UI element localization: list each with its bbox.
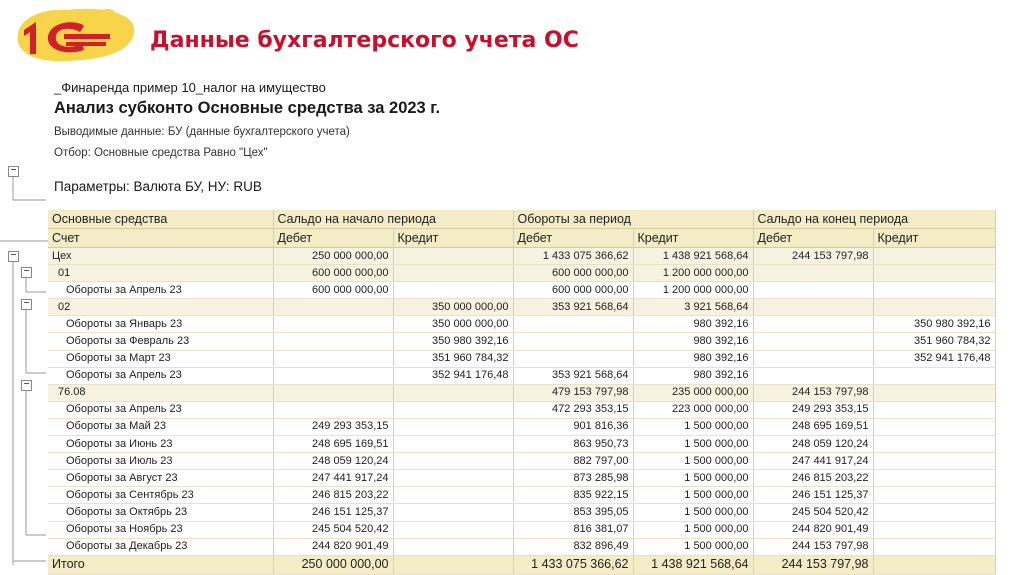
cell-value: [273, 333, 393, 350]
cell-value: [393, 538, 513, 555]
cell-value: [393, 248, 513, 265]
cell-value: 863 950,73: [513, 436, 633, 453]
cell-value: 980 392,16: [633, 316, 753, 333]
row-label: Итого: [48, 555, 273, 574]
col-header-debit: Дебет: [273, 229, 393, 248]
cell-value: 245 504 520,42: [753, 504, 873, 521]
cell-value: 247 441 917,24: [273, 470, 393, 487]
cell-value: 248 695 169,51: [273, 436, 393, 453]
table-row[interactable]: [48, 333, 995, 350]
cell-value: 350 000 000,00: [393, 316, 513, 333]
cell-value: 1 438 921 568,64: [633, 248, 753, 265]
cell-value: 853 395,05: [513, 504, 633, 521]
cell-value: 1 500 000,00: [633, 418, 753, 435]
cell-value: [273, 299, 393, 316]
table-row[interactable]: [48, 401, 995, 418]
cell-value: 1 433 075 366,62: [513, 555, 633, 574]
cell-value: 980 392,16: [633, 333, 753, 350]
cell-value: [393, 384, 513, 401]
collapse-cex-icon[interactable]: −: [8, 251, 19, 262]
row-label: Обороты за Май 23: [48, 418, 273, 435]
row-label: Обороты за Апрель 23: [48, 282, 273, 299]
header-row-2: [48, 229, 995, 248]
cell-value: 249 293 353,15: [273, 418, 393, 435]
cell-value: 600 000 000,00: [273, 265, 393, 282]
cell-value: [393, 282, 513, 299]
cell-value: [873, 418, 995, 435]
cell-value: [753, 299, 873, 316]
cell-value: 245 504 520,42: [273, 521, 393, 538]
cell-value: 882 797,00: [513, 453, 633, 470]
cell-value: 479 153 797,98: [513, 384, 633, 401]
group-row[interactable]: [48, 248, 995, 265]
cell-value: [873, 265, 995, 282]
report-organization: _Финаренда пример 10_налог на имущество: [54, 80, 326, 95]
group-row[interactable]: [48, 265, 995, 282]
cell-value: 1 433 075 366,62: [513, 248, 633, 265]
cell-value: 1 500 000,00: [633, 538, 753, 555]
cell-value: [393, 487, 513, 504]
cell-value: [753, 316, 873, 333]
row-label: Обороты за Август 23: [48, 470, 273, 487]
cell-value: [873, 384, 995, 401]
cell-value: 353 921 568,64: [513, 299, 633, 316]
cell-value: [273, 350, 393, 367]
cell-value: [753, 367, 873, 384]
cell-value: [273, 316, 393, 333]
cell-value: 250 000 000,00: [273, 248, 393, 265]
row-label: Обороты за Июль 23: [48, 453, 273, 470]
col-header-opening-balance: Сальдо на начало периода: [273, 210, 513, 229]
cell-value: [873, 299, 995, 316]
cell-value: [873, 367, 995, 384]
table-row[interactable]: [48, 504, 995, 521]
report-title: Анализ субконто Основные средства за 2023 г.: [54, 99, 441, 117]
col-header-asset: Основные средства: [48, 210, 273, 229]
cell-value: [753, 333, 873, 350]
cell-value: 250 000 000,00: [273, 555, 393, 574]
col-header-credit: Кредит: [393, 229, 513, 248]
cell-value: 600 000 000,00: [513, 282, 633, 299]
cell-value: 351 960 784,32: [873, 333, 995, 350]
cell-value: [873, 470, 995, 487]
cell-value: [513, 333, 633, 350]
cell-value: 1 500 000,00: [633, 470, 753, 487]
table-row[interactable]: [48, 418, 995, 435]
collapse-02-icon[interactable]: −: [21, 299, 32, 310]
cell-value: [393, 504, 513, 521]
cell-value: [753, 350, 873, 367]
col-header-debit: Дебет: [753, 229, 873, 248]
row-label: 76.08: [48, 384, 273, 401]
table-row[interactable]: [48, 436, 995, 453]
cell-value: [393, 453, 513, 470]
cell-value: 350 980 392,16: [873, 316, 995, 333]
cell-value: 980 392,16: [633, 350, 753, 367]
cell-value: [513, 350, 633, 367]
cell-value: 901 816,36: [513, 418, 633, 435]
row-label: Цех: [48, 248, 273, 265]
group-row[interactable]: [48, 384, 995, 401]
cell-value: 244 153 797,98: [753, 384, 873, 401]
cell-value: 816 381,07: [513, 521, 633, 538]
cell-value: [273, 367, 393, 384]
cell-value: [393, 265, 513, 282]
cell-value: 3 921 568,64: [633, 299, 753, 316]
report-parameters: Параметры: Валюта БУ, НУ: RUB: [54, 179, 262, 194]
cell-value: [873, 248, 995, 265]
cell-value: 244 153 797,98: [753, 248, 873, 265]
cell-value: 244 153 797,98: [753, 538, 873, 555]
slide-title: Данные бухгалтерского учета ОС: [150, 28, 579, 53]
row-label: Обороты за Октябрь 23: [48, 504, 273, 521]
cell-value: 248 059 120,24: [753, 436, 873, 453]
row-label: Обороты за Февраль 23: [48, 333, 273, 350]
cell-value: 1 438 921 568,64: [633, 555, 753, 574]
col-header-closing-balance: Сальдо на конец периода: [753, 210, 995, 229]
cell-value: 246 815 203,22: [753, 470, 873, 487]
row-label: Обороты за Март 23: [48, 350, 273, 367]
col-header-turnover: Обороты за период: [513, 210, 753, 229]
cell-value: 1 200 000 000,00: [633, 265, 753, 282]
col-header-account: Счет: [48, 229, 273, 248]
cell-value: 1 500 000,00: [633, 453, 753, 470]
cell-value: [393, 401, 513, 418]
cell-value: 352 941 176,48: [393, 367, 513, 384]
row-label: Обороты за Январь 23: [48, 316, 273, 333]
collapse-01-icon[interactable]: −: [21, 267, 32, 278]
cell-value: 1 500 000,00: [633, 504, 753, 521]
row-label: Обороты за Апрель 23: [48, 401, 273, 418]
cell-value: 835 922,15: [513, 487, 633, 504]
cell-value: [873, 521, 995, 538]
cell-value: 248 059 120,24: [273, 453, 393, 470]
cell-value: [393, 436, 513, 453]
row-label: Обороты за Июнь 23: [48, 436, 273, 453]
cell-value: [273, 384, 393, 401]
row-label: 02: [48, 299, 273, 316]
row-label: 01: [48, 265, 273, 282]
cell-value: 353 921 568,64: [513, 367, 633, 384]
cell-value: [873, 453, 995, 470]
col-header-credit: Кредит: [873, 229, 995, 248]
cell-value: [753, 265, 873, 282]
cell-value: 600 000 000,00: [273, 282, 393, 299]
collapse-params-icon[interactable]: −: [8, 166, 19, 177]
cell-value: 244 820 901,49: [753, 521, 873, 538]
cell-value: 351 960 784,32: [393, 350, 513, 367]
col-header-debit: Дебет: [513, 229, 633, 248]
cell-value: 600 000 000,00: [513, 265, 633, 282]
cell-value: [873, 504, 995, 521]
row-label: Обороты за Сентябрь 23: [48, 487, 273, 504]
cell-value: 247 441 917,24: [753, 453, 873, 470]
cell-value: 246 151 125,37: [273, 504, 393, 521]
cell-value: [753, 282, 873, 299]
cell-value: [873, 401, 995, 418]
cell-value: 249 293 353,15: [753, 401, 873, 418]
cell-value: [873, 555, 995, 574]
report-filter: Отбор: Основные средства Равно "Цех": [54, 147, 268, 159]
table-row[interactable]: [48, 521, 995, 538]
table-row[interactable]: [48, 453, 995, 470]
table-row[interactable]: [48, 350, 995, 367]
cell-value: 980 392,16: [633, 367, 753, 384]
table-row[interactable]: [48, 470, 995, 487]
cell-value: 1 500 000,00: [633, 436, 753, 453]
cell-value: 873 285,98: [513, 470, 633, 487]
cell-value: [873, 282, 995, 299]
cell-value: 244 153 797,98: [753, 555, 873, 574]
table-row[interactable]: [48, 538, 995, 555]
total-row[interactable]: [48, 555, 995, 574]
table-row[interactable]: [48, 487, 995, 504]
cell-value: 832 896,49: [513, 538, 633, 555]
cell-value: 246 815 203,22: [273, 487, 393, 504]
cell-value: 223 000 000,00: [633, 401, 753, 418]
cell-value: 472 293 353,15: [513, 401, 633, 418]
report-output-data: Выводимые данные: БУ (данные бухгалтерского учета): [54, 126, 350, 138]
cell-value: 235 000 000,00: [633, 384, 753, 401]
cell-value: [393, 418, 513, 435]
cell-value: [873, 436, 995, 453]
cell-value: 248 695 169,51: [753, 418, 873, 435]
cell-value: 1 500 000,00: [633, 521, 753, 538]
cell-value: 352 941 176,48: [873, 350, 995, 367]
row-label: Обороты за Ноябрь 23: [48, 521, 273, 538]
cell-value: 1 200 000 000,00: [633, 282, 753, 299]
cell-value: 246 151 125,37: [753, 487, 873, 504]
cell-value: 1 500 000,00: [633, 487, 753, 504]
collapse-7608-icon[interactable]: −: [21, 380, 32, 391]
cell-value: [393, 555, 513, 574]
row-label: Обороты за Апрель 23: [48, 367, 273, 384]
cell-value: 350 980 392,16: [393, 333, 513, 350]
table-row[interactable]: [48, 367, 995, 384]
table-row[interactable]: [48, 316, 995, 333]
cell-value: [873, 538, 995, 555]
cell-value: [873, 487, 995, 504]
table-row[interactable]: [48, 282, 995, 299]
report-table: [48, 210, 996, 575]
cell-value: 244 820 901,49: [273, 538, 393, 555]
row-label: Обороты за Декабрь 23: [48, 538, 273, 555]
cell-value: [273, 401, 393, 418]
group-row[interactable]: [48, 299, 995, 316]
cell-value: 350 000 000,00: [393, 299, 513, 316]
col-header-credit: Кредит: [633, 229, 753, 248]
cell-value: [513, 316, 633, 333]
cell-value: [393, 470, 513, 487]
header-row-1: [48, 210, 995, 229]
cell-value: [393, 521, 513, 538]
